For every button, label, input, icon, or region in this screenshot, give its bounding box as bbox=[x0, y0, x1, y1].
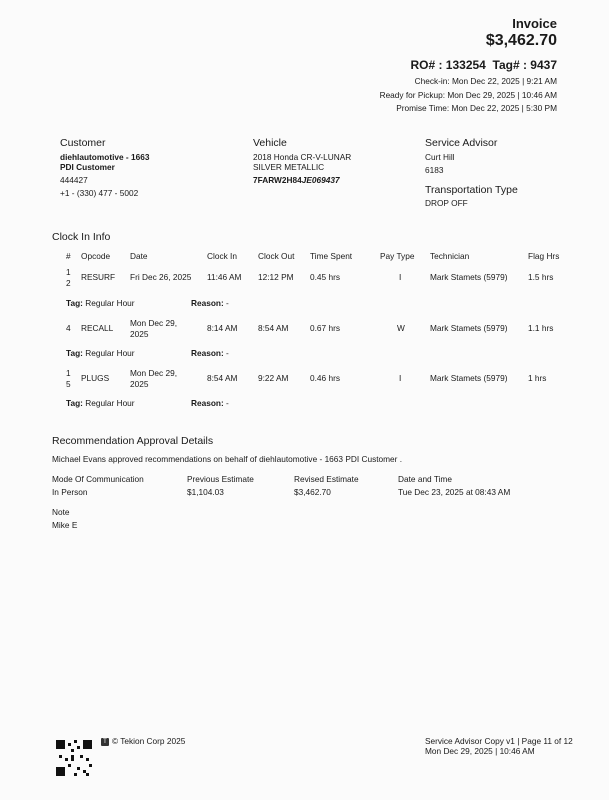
vehicle-vin bbox=[253, 175, 340, 185]
row-clock-out: 12:12 PM bbox=[258, 272, 294, 282]
vehicle-color: SILVER METALLIC bbox=[253, 162, 325, 172]
row-date: Fri Dec 26, 2025 bbox=[130, 272, 192, 282]
row-date: Mon Dec 29, bbox=[130, 368, 178, 378]
clock-table-header bbox=[52, 251, 572, 263]
row-tag bbox=[66, 398, 135, 408]
row-clock-in: 11:46 AM bbox=[207, 272, 242, 282]
mode-label: Mode Of Communication bbox=[52, 474, 144, 484]
transport-type: DROP OFF bbox=[425, 198, 468, 208]
row-reason bbox=[191, 348, 229, 358]
row-flag-hrs: 1.1 hrs bbox=[528, 323, 554, 333]
tag-value: Regular Hour bbox=[85, 298, 135, 308]
row-time-spent: 0.45 hrs bbox=[310, 272, 340, 282]
col-flag-hrs: Flag Hrs bbox=[528, 251, 560, 261]
row-tag bbox=[66, 348, 135, 358]
copyright-text: © Tekion Corp 2025 bbox=[112, 736, 186, 746]
row-date-year: 2025 bbox=[130, 329, 149, 339]
customer-type: PDI Customer bbox=[60, 162, 115, 172]
row-reason bbox=[191, 398, 229, 408]
row-clock-in: 8:14 AM bbox=[207, 323, 238, 333]
row-pay-type: W bbox=[397, 323, 405, 333]
col-date: Date bbox=[130, 251, 148, 261]
table-row bbox=[52, 318, 572, 342]
row-date: Mon Dec 29, bbox=[130, 318, 178, 328]
ro-number: RO# : 133254 bbox=[410, 58, 486, 72]
row-flag-hrs: 1 hrs bbox=[528, 373, 547, 383]
row-pay-type: I bbox=[399, 373, 402, 383]
col-clock-out: Clock Out bbox=[258, 251, 295, 261]
reason-label: Reason: bbox=[191, 348, 224, 358]
revised-estimate-value: $3,462.70 bbox=[294, 487, 331, 497]
reason-label: Reason: bbox=[191, 298, 224, 308]
invoice-title: Invoice bbox=[512, 16, 557, 31]
row-time-spent: 0.67 hrs bbox=[310, 323, 340, 333]
col-technician: Technician bbox=[430, 251, 470, 261]
tag-value: Regular Hour bbox=[85, 398, 135, 408]
previous-estimate-value: $1,104.03 bbox=[187, 487, 224, 497]
vehicle-heading: Vehicle bbox=[253, 137, 287, 149]
tag-label: Tag: bbox=[66, 348, 83, 358]
row-number-bottom: 5 bbox=[66, 379, 71, 389]
note-label: Note bbox=[52, 507, 70, 517]
ready-time: Ready for Pickup: Mon Dec 29, 2025 | 10:46 AM bbox=[379, 90, 557, 100]
advisor-number: 6183 bbox=[425, 165, 444, 175]
reason-value: - bbox=[226, 298, 229, 308]
table-row bbox=[52, 267, 572, 291]
tag-label: Tag: bbox=[66, 398, 83, 408]
row-number-top: 1 bbox=[66, 267, 71, 277]
customer-name: diehlautomotive - 1663 bbox=[60, 152, 150, 162]
checkin-time: Check-in: Mon Dec 22, 2025 | 9:21 AM bbox=[414, 76, 557, 86]
advisor-heading: Service Advisor bbox=[425, 137, 498, 149]
col-opcode: Opcode bbox=[81, 251, 111, 261]
ro-tag-line bbox=[410, 58, 557, 72]
row-clock-in: 8:54 AM bbox=[207, 373, 238, 383]
recommendation-statement: Michael Evans approved recommendations on behalf of diehlautomotive - 1663 PDI Customer . bbox=[52, 454, 403, 464]
recommendation-heading: Recommendation Approval Details bbox=[52, 435, 214, 447]
customer-phone: +1 - (330) 477 - 5002 bbox=[60, 188, 139, 198]
customer-id: 444427 bbox=[60, 175, 88, 185]
row-opcode: RESURF bbox=[81, 272, 116, 282]
reason-label: Reason: bbox=[191, 398, 224, 408]
col-num: # bbox=[66, 251, 71, 261]
row-technician: Mark Stamets (5979) bbox=[430, 272, 508, 282]
col-pay-type: Pay Type bbox=[380, 251, 415, 261]
tekion-logo-icon: T bbox=[101, 738, 109, 746]
row-flag-hrs: 1.5 hrs bbox=[528, 272, 554, 282]
promise-time: Promise Time: Mon Dec 22, 2025 | 5:30 PM bbox=[396, 103, 557, 113]
row-technician: Mark Stamets (5979) bbox=[430, 373, 508, 383]
row-opcode: PLUGS bbox=[81, 373, 110, 383]
row-number-bottom: 2 bbox=[66, 278, 71, 288]
col-clock-in: Clock In bbox=[207, 251, 237, 261]
reason-value: - bbox=[226, 398, 229, 408]
note-value: Mike E bbox=[52, 520, 78, 530]
row-tag bbox=[66, 298, 135, 308]
mode-value: In Person bbox=[52, 487, 88, 497]
row-technician: Mark Stamets (5979) bbox=[430, 323, 508, 333]
printed-time: Mon Dec 29, 2025 | 10:46 AM bbox=[425, 746, 535, 756]
row-number-top: 1 bbox=[66, 368, 71, 378]
previous-estimate-label: Previous Estimate bbox=[187, 474, 254, 484]
reason-value: - bbox=[226, 348, 229, 358]
row-reason bbox=[191, 298, 229, 308]
table-row bbox=[52, 368, 572, 392]
transport-heading: Transportation Type bbox=[425, 184, 518, 196]
col-time-spent: Time Spent bbox=[310, 251, 353, 261]
vehicle-model: 2018 Honda CR-V-LUNAR bbox=[253, 152, 352, 162]
vin-prefix: 7FARW2H84 bbox=[253, 175, 302, 185]
row-clock-out: 8:54 AM bbox=[258, 323, 289, 333]
date-time-label: Date and Time bbox=[398, 474, 452, 484]
customer-heading: Customer bbox=[60, 137, 106, 149]
tag-label: Tag: bbox=[66, 298, 83, 308]
row-number-top: 4 bbox=[66, 323, 71, 333]
advisor-name: Curt Hill bbox=[425, 152, 455, 162]
invoice-amount: $3,462.70 bbox=[485, 32, 557, 49]
row-pay-type: I bbox=[399, 272, 402, 282]
copy-info: Service Advisor Copy v1 | Page 11 of 12 bbox=[425, 736, 573, 746]
copyright bbox=[101, 736, 185, 746]
row-opcode: RECALL bbox=[81, 323, 114, 333]
revised-estimate-label: Revised Estimate bbox=[294, 474, 359, 484]
vin-suffix: JE069437 bbox=[301, 175, 340, 185]
row-clock-out: 9:22 AM bbox=[258, 373, 289, 383]
row-date-year: 2025 bbox=[130, 379, 149, 389]
tag-value: Regular Hour bbox=[85, 348, 135, 358]
tag-number: Tag# : 9437 bbox=[492, 58, 557, 72]
row-time-spent: 0.46 hrs bbox=[310, 373, 340, 383]
clock-heading: Clock In Info bbox=[52, 231, 111, 243]
qr-code bbox=[56, 740, 92, 776]
date-time-value: Tue Dec 23, 2025 at 08:43 AM bbox=[398, 487, 511, 497]
